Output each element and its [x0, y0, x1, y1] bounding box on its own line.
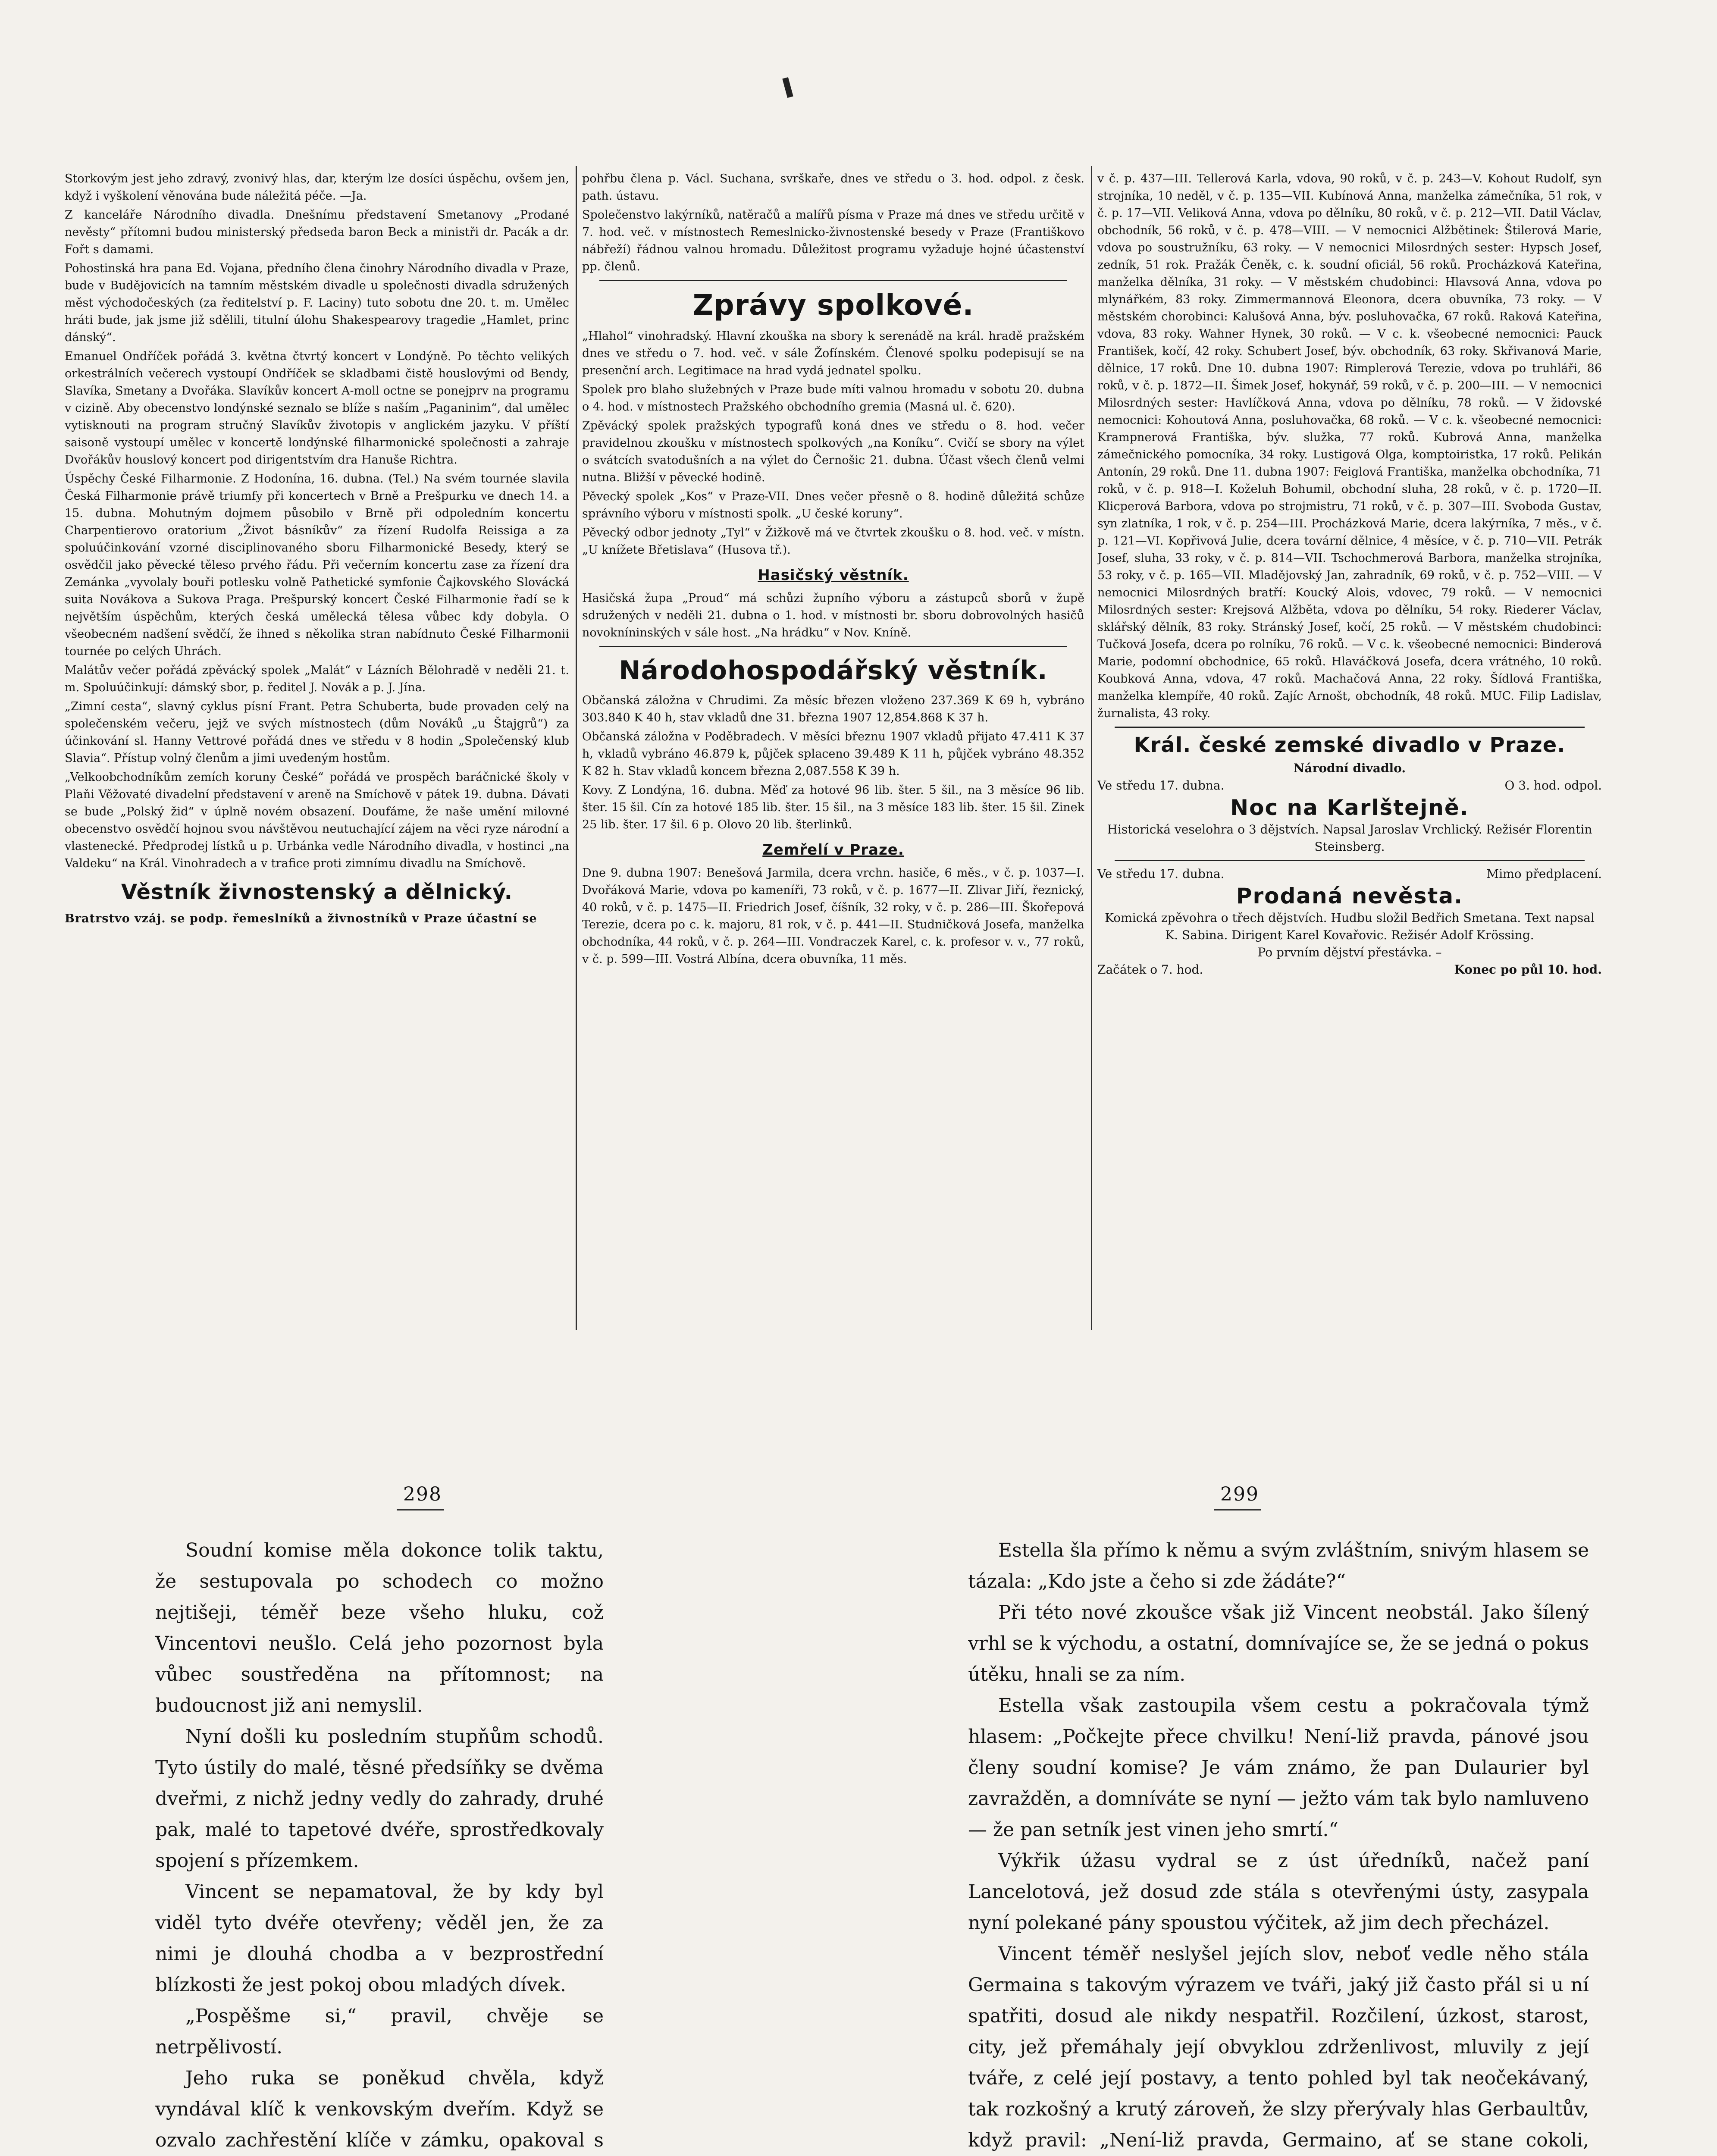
news-paragraph: Malátův večer pořádá zpěvácký spolek „Malát“ v Lázních Bělohradě v neděli 21. t. m. Spoluúčinkují: dámský sbor, p. ředitel J. Novák a p. J. Jína.	[65, 664, 569, 694]
news-paragraph: pohřbu člena p. Václ. Suchana, svrškaře, dnes ve středu o 3. hod. odpol. z česk. path. ústavu.	[582, 172, 1084, 203]
theatre-title: Král. české zemské divadlo v Praze.	[1134, 733, 1566, 757]
news-paragraph: Z kanceláře Národního divadla. Dnešnímu představení Smetanovy „Prodané nevěsty“ přítomni budou ministerský předseda baron Beck a ministři dr. Pacák a dr. Fořt s damami.	[65, 208, 569, 256]
book-paragraph: Při této nové zkoušce však již Vincent neobstál. Jako šílený vrhl se k východu, a ostatní, domnívajíce se, že se jedná o pokus útěku, hnali se za ním.	[968, 1601, 1589, 1686]
news-paragraph: Storkovým jest jeho zdravý, zvonivý hlas, dar, kterým lze dosíci úspěchu, ovšem jen, když i vyškolení věnována bude náležitá péče. —Ja.	[65, 172, 569, 203]
news-paragraph: Spolek pro blaho služebných v Praze bude míti valnou hromadu v sobotu 20. dubna o 4. hod. v místnostech Pražského obchodního gremia (Masná ul. č. 620).	[582, 383, 1084, 414]
news-column-1	[65, 170, 569, 1326]
book-page-left	[155, 1535, 604, 2156]
section-heading: Národohospodářský věstník.	[619, 655, 1048, 686]
column-divider	[1091, 166, 1092, 1330]
show-time: O 3. hod. odpol.	[1504, 778, 1602, 793]
news-paragraph: Bratrstvo vzáj. se podp. řemeslníků a živnostníků v Praze účastní se	[65, 912, 537, 925]
news-paragraph: Hasičská župa „Proud“ má schůzi župního výboru a zástupců sborů v župě sdružených v neděli 21. dubna o 1. hod. v místnosti br. sboru dobrovolných hasičů novokníninských v sále host. „Na hrádku“ v Nov. Kníně.	[582, 592, 1084, 639]
news-paragraph: Pohostinská hra pana Ed. Vojana, předního člena činohry Národního divadla v Praze, bude v Budějovicích na tamním městském divadle u společnosti divadla sdružených měst východočeských (za ředitelství p. F. Laciny) tuto sobotu dne 20. t. m. Umělec hráti bude, jak jsme již sdělili, titulní úlohu Shakespearovy tragedie „Hamlet, princ dánský“.	[65, 262, 569, 344]
show-row	[1097, 777, 1602, 794]
show-row	[1097, 865, 1602, 883]
book-paragraph: Estella šla přímo k němu a svým zvláštním, snivým hlasem se tázala: „Kdo jste a čeho si zde žádáte?“	[968, 1539, 1589, 1592]
book-paragraph: Nyní došli ku posledním stupňům schodů. Tyto ústily do malé, těsné předsíňky se dvěma dveřmi, z nichž jedny vedly do zahrady, druhé pak, malé to tapetové dvéře, sprostředkovaly spojení s přízemkem.	[155, 1726, 604, 1872]
book-paragraph: „Pospěšme si,“ pravil, chvěje se netrpělivostí.	[155, 2005, 604, 2058]
section-heading: Zprávy spolkové.	[692, 288, 974, 322]
book-paragraph: Výkřik úžasu vydral se z úst úředníků, načež paní Lancelotová, jež dosud zde stála s otevřenými ústy, zasypala nyní polekané pány spoustou výčitek, až jim dech přecházel.	[968, 1850, 1589, 1934]
section-heading: Hasičský věstník.	[758, 567, 909, 584]
scan-mark	[782, 77, 793, 98]
show-description: Komická zpěvohra o třech dějstvích. Hudbu složil Bedřich Smetana. Text napsal K. Sabina. Dirigent Karel Kovařovic. Režisér Adolf Krössing.	[1105, 911, 1595, 942]
column-divider	[576, 166, 577, 1330]
news-paragraph: Úspěchy České Filharmonie. Z Hodonína, 16. dubna. (Tel.) Na svém tournée slavila Česká Filharmonie právě triumfy při koncertech v Brně a Prešpurku ve dnech 14. a 15. dubna. Mohutným dojmem působilo v Brně při odpoledním koncertu Charpentierovo oratorium „Život básníkův“ za řízení Rudolfa Reissiga a za spoluúčinkování vzorné disciplinovaného sboru Filharmonické Besedy, který se osvědčil jako pěvecké těleso prvého řádu. Při večerním koncertu zase za řízení dra Zemánka „vyvolaly bouři potlesku volně Pathetické symfonie Čajkovského Slovácká suita Novákova a Sukova Praga. Prešpurský koncert České Filharmonie řadí se k největším úspěchům, kterých česká umělecká tělesa vůbec kdy dobyla. O všeobecném nadšení svědčí, že ihned s několika stran nabídnuto České Filharmonii tournée po celých Uhrách.	[65, 472, 569, 658]
page-number-right: 299	[1220, 1483, 1259, 1505]
divider	[599, 280, 1067, 281]
show-end: Konec po půl 10. hod.	[1454, 962, 1602, 977]
book-page-right	[968, 1535, 1589, 2156]
news-paragraph: v č. p. 437—III. Tellerová Karla, vdova, 90 roků, v č. p. 243—V. Kohout Rudolf, syn strojníka, 10 neděl, v č. p. 135—VII. Kubínová Anna, manželka zámečníka, 51 rok, v č. p. 17—VII. Veliková Anna, vdova po dělníku, 80 roků, v č. p. 212—VII. Datil Václav, obchodník, 56 roků, v č. p. 478—VIII. — V nemocnici Alžbětinek: Štilerová Marie, vdova po soustružníku, 63 roky. — V nemocnici Milosrdných sester: Hypsch Josef, zedník, 51 rok. Pražák Čeněk, c. k. soudní oficiál, 56 roků. Procházková Kateřina, manželka dělníka, 31 roky. — V městském chudobinci: Hlavsová Anna, vdova po mlynářkém, 83 roky. Zimmermannová Eleonora, dcera obuvníka, 73 roky. — V městském chorobinci: Kalušová Anna, býv. posluhovačka, 67 roků. Raková Kateřina, vdova, 83 roky. Wahner Hynek, 30 roků. — V c. k. všeobecné nemocnici: Pauck František, kočí, 42 roky. Schubert Josef, býv. obchodník, 63 roky. Skřivanová Marie, dělnice, 17 roků. Dne 10. dubna 1907: Rimplerová Terezie, vdova po truhláři, 86 roků, v č. p. 1872—II. Šimek Josef, hokynář, 59 roků, v č. p. 200—III. — V nemocnici Milosrdných sester: Havlíčková Anna, vdova po dělníku, 78 roků. — V židovské nemocnici: Kohoutová Anna, posluhovačka, 68 roků. — V c. k. všeobecné nemocnici: Krampnerová Františka, býv. služka, 77 roků. Kubrová Anna, manželka zámečnického pomocníka, 34 roky. Lustigová Olga, komptoiristka, 17 roků. Pelikán Antonín, 29 roků. Dne 11. dubna 1907: Feiglová Františka, manželka obchodníka, 71 roků, v č. p. 918—I. Koželuh Bohumil, obchodní sluha, 28 roků, v č. p. 1720—II. Klicperová Barbora, vdova po strojmistru, 71 roků, v č. p. 307—III. Svoboda Gustav, syn zlatníka, 1 rok, v č. p. 254—III. Procházková Marie, dcera lakýrníka, 7 měs., v č. p. 121—VI. Kopřivová Julie, dcera tovární dělnice, 4 měsíce, v č. p. 710—VII. Petrák Josef, sluha, 33 roky, v č. p. 814—VII. Tschochmerová Barbora, manželka strojníka, 53 roky, v č. p. 165—VII. Mladějovský Jan, zahradník, 69 roků, v č. p. 752—VIII. — V nemocnici Milosrdných bratří: Koucký Alois, vdovec, 79 roků. — V nemocnici Milosrdných sester: Krejsová Alžběta, vdova po dělníku, 54 roky. Riederer Václav, sklářský dělník, 83 roky. Stránský Josef, kočí, 25 roků. — V městském chudobinci: Tučková Josefa, dcera po rolníku, 76 roků. — V c. k. všeobecné nemocnici: Binderová Marie, podomní obchodnice, 65 roků. Hlaváčková Josefa, dcera vrátného, 10 roků. Koubková Anna, vdova, 47 roků. Machačová Anna, 22 roky. Šídlová Františka, manželka klempíře, 40 roků. Zajíc Arnošt, obchodník, 48 roků. MUC. Filip Ladislav, žurnalista, 43 roky.	[1097, 172, 1602, 720]
page-number-left: 298	[403, 1483, 442, 1505]
news-column-3	[1097, 170, 1602, 1326]
news-paragraph: „Velkoobchodníkům zemích koruny České“ pořádá ve prospěch baráčnické školy v Plaňi Věžovaté divadelní představení v areně na Smíchově v pátek 19. dubna. Dávati se bude „Polský žid“ v úplně novém obsazení. Doufáme, že naše umění milovné obecenstvo osvědčí hojnou svou návštěvou neutuchající zájem na věci ryze národní a vlastenecké. Předprodej lístků u p. Urbánka vedle Národního divadla, v hostinci „na Valdeku“ na Král. Vinohradech a v trafice proti zimnímu divadlu na Smíchově.	[65, 771, 569, 870]
page-number-rule	[397, 1509, 444, 1510]
show-title: Noc na Karlštejně.	[1230, 795, 1469, 820]
show-title: Prodaná nevěsta.	[1236, 884, 1463, 909]
section-heading: Věstník živnostenský a dělnický.	[121, 880, 513, 904]
page-number-rule	[1214, 1509, 1261, 1510]
news-paragraph: Kovy. Z Londýna, 16. dubna. Měď za hotové 96 lib. šter. 5 šil., na 3 měsíce 96 lib. šter. 15 šil. Cín za hotové 185 lib. šter. 15 šil., na 3 měsíce 183 lib. šter. 15 šil. Zinek 25 lib. šter. 17 šil. 6 p. Olovo 20 lib. šterlinků.	[582, 783, 1084, 831]
show-date: Ve středu 17. dubna.	[1097, 778, 1225, 793]
book-paragraph: Estella však zastoupila všem cestu a pokračovala týmž hlasem: „Počkejte přece chvilku! Není-liž pravda, pánové jsou členy soudní komise? Je vám známo, že pan Dulaurier byl zavražděn, a domníváte se nyní — ježto vám tak bylo namluveno — že pan setník jest vinen jeho smrtí.“	[968, 1695, 1589, 1841]
divider	[1115, 727, 1585, 728]
news-paragraph: „Zimní cesta“, slavný cyklus písní Frant. Petra Schuberta, bude provaden celý na společenském večeru, jejž ve svých místnostech (dům Nováků „u Štajgrů“) za účinkování sl. Hanny Vettrové pořádá dnes ve středu v 8 hodin „Společenský klub Slavia“. Přístup volný členům a jimi uvedeným hostům.	[65, 700, 569, 765]
news-paragraph: Pěvecký odbor jednoty „Tyl“ v Žižkově má ve čtvrtek zkoušku o 8. hod. več. v místn. „U knížete Břetislava“ (Husova tř.).	[582, 526, 1084, 557]
divider	[599, 646, 1067, 647]
theatre-subtitle: Národní divadlo.	[1293, 761, 1406, 775]
news-column-2	[582, 170, 1084, 1326]
show-note: Mimo předplacení.	[1486, 867, 1602, 881]
show-date: Ve středu 17. dubna.	[1097, 867, 1225, 881]
theatre-listing	[1097, 732, 1602, 978]
show-start: Začátek o 7. hod.	[1097, 962, 1203, 977]
show-row	[1097, 961, 1602, 978]
news-paragraph: Občanská záložna v Chrudimi. Za měsíc březen vloženo 237.369 K 69 h, vybráno 303.840 K 40 h, stav vkladů dne 31. března 1907 12,854.868 K 37 h.	[582, 694, 1084, 724]
book-paragraph: Vincent se nepamatoval, že by kdy byl viděl tyto dvéře otevřeny; věděl jen, že za nimi je dlouhá chodba a v bezprostřední blízkosti že jest pokoj obou mladých dívek.	[155, 1881, 604, 1996]
show-description: Historická veselohra o 3 dějstvích. Napsal Jaroslav Vrchlický. Režisér Florentin Steinsberg.	[1107, 822, 1592, 854]
news-paragraph: Občanská záložna v Poděbradech. V měsíci březnu 1907 vkladů přijato 47.411 K 37 h, vkladů vybráno 46.879 k, půjček splaceno 39.489 K 11 h, půjček vybráno 48.352 K 82 h. Stav vkladů koncem března 2,087.558 K 39 h.	[582, 730, 1084, 778]
book-paragraph: Soudní komise měla dokonce tolik taktu, že sestupovala po schodech co možno nejtišeji, téměř beze všeho hluku, což Vincentovi neušlo. Celá jeho pozornost byla vůbec soustředěna na přítomnost; na budoucnost již ani nemyslil.	[155, 1539, 604, 1717]
show-intermission: Po prvním dějství přestávka. –	[1257, 945, 1442, 959]
news-paragraph: Zpěvácký spolek pražských typografů koná dnes ve středu o 8. hod. večer pravidelnou zkoušku v místnostech spolkových „na Koníku“. Cvičí se sbory na výlet o svátcích svatodušních a na výlet do Černošic 21. dubna. Účast všech členů velmi nutna. Bližší v pěvecké hodině.	[582, 419, 1084, 484]
news-paragraph: Pěvecký spolek „Kos“ v Praze-VII. Dnes večer přesně o 8. hodině důležitá schůze správního výboru v místnosti spolk. „U české koruny“.	[582, 490, 1084, 520]
news-paragraph: „Hlahol“ vinohradský. Hlavní zkouška na sbory k serenádě na král. hradě pražském dnes ve středu o 7. hod. več. v sále Žofínském. Členové spolku podepisují se na presenční arch. Legitimace na hrad vydá jednatel spolku.	[582, 329, 1084, 377]
news-paragraph: Emanuel Ondříček pořádá 3. května čtvrtý koncert v Londýně. Po těchto velikých orkestrálních večerech vystoupí Ondříček se skladbami čistě houslovými od Bendy, Slavíka, Smetany a Dvořáka. Slavíkův koncert A-moll octne se ponejprv na programu v cizině. Aby obecenstvo londýnské seznalo se blíže s naším „Paganinim“, dal umělec vytisknouti na program stručný Slavíkův životopis v anglickém jazyku. V příští saisoně vystoupí umělec v koncertě londýnské filharmonické společnosti a zahraje Dvořákův houslový koncert pod dirigentstvím dra Hanuše Richtra.	[65, 350, 569, 467]
news-paragraph: Dne 9. dubna 1907: Benešová Jarmila, dcera vrchn. hasiče, 6 měs., v č. p. 1037—I. Dvořáková Marie, vdova po kameníři, 73 roků, v č. p. 1677—II. Zlivar Jiří, řeznický, 40 roků, v č. p. 1475—II. Friedrich Josef, číšník, 32 roky, v č. p. 286—III. Škořepová Terezie, dcera po c. k. majoru, 81 rok, v č. p. 441—II. Studničková Josefa, manželka obchodníka, 44 roků, v č. p. 264—III. Vondraczek Karel, c. k. profesor v. v., 77 roků, v č. p. 599—III. Vostrá Albína, dcera obuvníka, 11 měs.	[582, 866, 1084, 966]
news-paragraph: Společenstvo lakýrníků, natěračů a malířů písma v Praze má dnes ve středu určitě v 7. hod. več. v místnostech Remeslnicko-živnostenské besedy v Praze (Františkovo nábřeží) řádnou valnou hromadu. Důležitost programu vyžaduje hojné účastenství pp. členů.	[582, 208, 1084, 273]
section-heading: Zemřelí v Praze.	[762, 841, 904, 859]
book-paragraph: Vincent téměř neslyšel jejích slov, neboť vedle něho stála Germaina s takovým výrazem ve tváři, jaký již často přál si u ní spatřiti, dosud ale nikdy nespatřil. Rozčilení, úzkost, starost, city, jež přemáhaly její obvyklou zdrženlivost, mluvily z její tváře, z celé její postavy, a tento pohled byl tak neočekávaný, tak rozkošný a krutý zároveň, že slzy přerývaly hlas Gerbaultův, když pravil: „Není-liž pravda, Germaino, ať se stane cokoli,	[968, 1943, 1589, 2151]
book-paragraph: Jeho ruka se poněkud chvěla, když vyndával klíč k venkovským dveřím. Když se ozvalo zachřestění klíče v zámku, opakoval s	[155, 2067, 604, 2151]
divider	[1115, 860, 1585, 861]
